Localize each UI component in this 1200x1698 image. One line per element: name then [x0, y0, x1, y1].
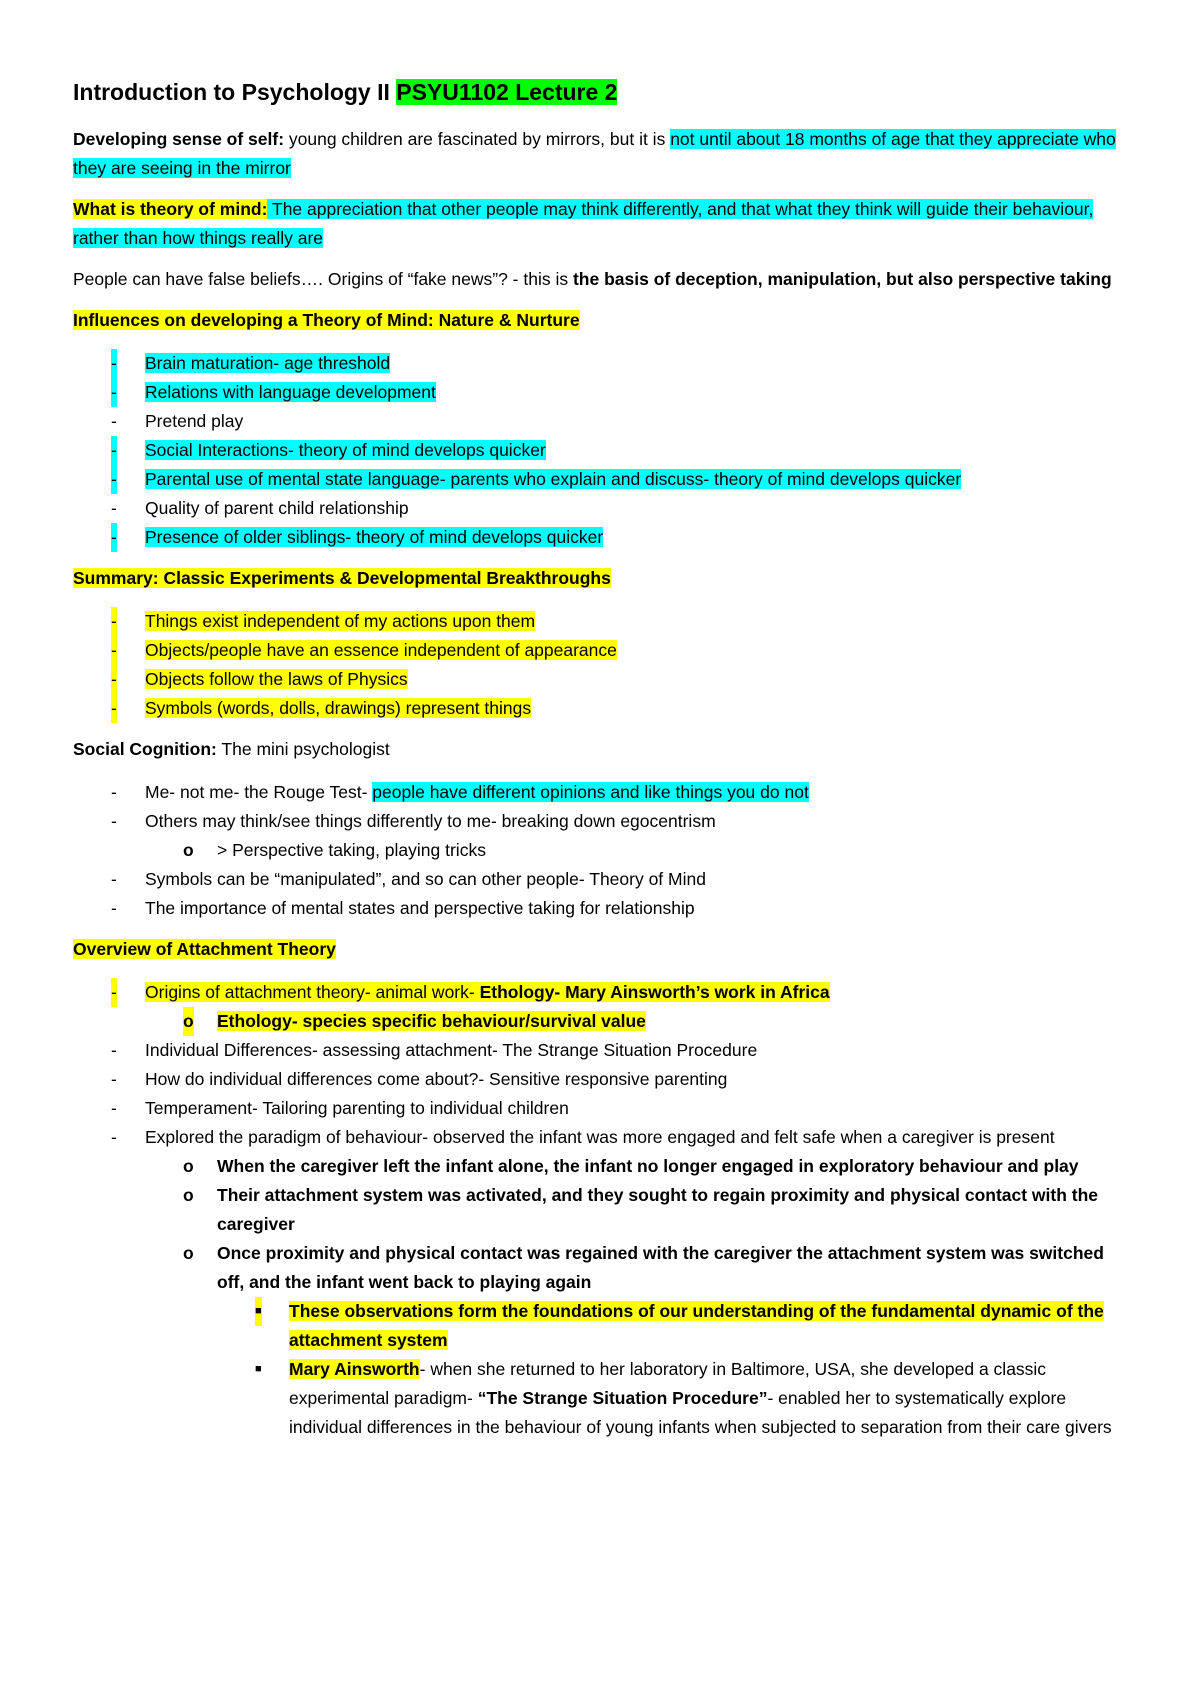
heading-summary-text: Summary: Classic Experiments & Developmental Breakthroughs: [73, 568, 611, 588]
list-item: [73, 607, 1133, 636]
list-item: [145, 1181, 1133, 1239]
list-item: [73, 1065, 1133, 1094]
circle-marker: o: [183, 1007, 194, 1036]
dash-marker: -: [111, 1040, 117, 1060]
social-item-relationship: The importance of mental states and perspective taking for relationship: [145, 898, 695, 918]
list-item: [73, 978, 1133, 1036]
dash-marker: -: [111, 978, 117, 1007]
list-item: [73, 807, 1133, 865]
paradigm-system-activated: Their attachment system was activated, and they sought to regain proximity and physical contact with the caregiver: [217, 1185, 1099, 1234]
attachment-individual-differences: Individual Differences- assessing attachment- The Strange Situation Procedure: [145, 1040, 758, 1060]
dash-marker: -: [111, 1127, 117, 1147]
paradigm-system-off: Once proximity and physical contact was regained with the caregiver the attachment system was switched off, and the infant went back to playing again: [217, 1243, 1104, 1292]
text-false-beliefs: People can have false beliefs…. Origins of “fake news”? - this is: [73, 269, 573, 289]
list-social-cognition: [73, 778, 1133, 923]
list-item: [73, 407, 1133, 436]
list-item: [73, 694, 1133, 723]
summary-item: Symbols (words, dolls, drawings) represent things: [145, 698, 532, 718]
attachment-parenting: How do individual differences come about?- Sensitive responsive parenting: [145, 1069, 728, 1089]
list-attachment: [73, 978, 1133, 1442]
dash-marker: -: [111, 607, 117, 636]
heading-attachment: [73, 935, 1133, 964]
dash-marker: -: [111, 694, 117, 723]
title-main: Introduction to Psychology II: [73, 79, 397, 105]
bold-deception: the basis of deception, manipulation, but also perspective taking: [572, 269, 1112, 289]
influence-quality: Quality of parent child relationship: [145, 498, 409, 518]
dash-marker: -: [111, 498, 117, 518]
ainsworth-text: - when she returned to her laboratory in Baltimore, USA, she developed a classic experimental paradigm-: [289, 1359, 1047, 1408]
list-item: [73, 865, 1133, 894]
circle-marker: o: [183, 1185, 194, 1205]
list-item: [145, 836, 1133, 865]
list-item: [73, 636, 1133, 665]
heading-summary: [73, 564, 1133, 593]
list-item: [145, 1239, 1133, 1442]
label-sense-of-self: Developing sense of self:: [73, 129, 285, 149]
sublist-observations: [217, 1297, 1133, 1442]
heading-influences: [73, 306, 1133, 335]
influence-language: Relations with language development: [145, 382, 436, 402]
paragraph-theory-of-mind: [73, 195, 1133, 253]
sublist-paradigm: [145, 1152, 1133, 1442]
dash-marker: -: [111, 869, 117, 889]
strange-situation-bold: “The Strange Situation Procedure”: [477, 1388, 768, 1408]
square-marker: ■: [255, 1363, 262, 1375]
social-item-rouge: Me- not me- the Rouge Test-: [145, 782, 373, 802]
social-subitem-perspective: > Perspective taking, playing tricks: [217, 840, 486, 860]
text-sense-of-self: young children are fascinated by mirrors, but it is: [284, 129, 671, 149]
course-code: PSYU1102 Lecture 2: [396, 79, 618, 105]
text-theory-of-mind: The appreciation that other people may think differently, and that what they think will guide their behaviour, rather than how things really are: [73, 199, 1094, 248]
list-item: [73, 1036, 1133, 1065]
dash-marker: -: [111, 636, 117, 665]
dash-marker: -: [111, 665, 117, 694]
influence-pretend-play: Pretend play: [145, 411, 244, 431]
attachment-paradigm: Explored the paradigm of behaviour- observed the infant was more engaged and felt safe when a caregiver is present: [145, 1127, 1055, 1147]
attachment-ethology: Ethology- species specific behaviour/survival value: [217, 1011, 646, 1031]
list-item: [145, 1152, 1133, 1181]
dash-marker: -: [111, 782, 117, 802]
sublist-ethology: [145, 1007, 1133, 1036]
circle-marker: o: [183, 1156, 194, 1176]
list-item: [145, 1007, 1133, 1036]
social-item-egocentrism: Others may think/see things differently to me- breaking down egocentrism: [145, 811, 716, 831]
heading-influences-text: Influences on developing a Theory of Mind: Nature & Nurture: [73, 310, 580, 330]
list-summary: [73, 607, 1133, 723]
attachment-temperament: Temperament- Tailoring parenting to individual children: [145, 1098, 569, 1118]
influence-siblings: Presence of older siblings- theory of mind develops quicker: [145, 527, 604, 547]
label-theory-of-mind: What is theory of mind:: [73, 199, 268, 219]
highlight-opinions: people have different opinions and like things you do not: [372, 782, 809, 802]
summary-item: Objects/people have an essence independent of appearance: [145, 640, 617, 660]
square-marker: ■: [255, 1297, 262, 1326]
paragraph-sense-of-self: [73, 125, 1133, 183]
circle-marker: o: [183, 1243, 194, 1263]
list-item: [73, 436, 1133, 465]
dash-marker: -: [111, 811, 117, 831]
dash-marker: -: [111, 1098, 117, 1118]
list-item: [73, 349, 1133, 378]
summary-item: Objects follow the laws of Physics: [145, 669, 408, 689]
observations-foundation: These observations form the foundations of our understanding of the fundamental dynamic of the attachment system: [289, 1301, 1104, 1350]
list-item: [73, 523, 1133, 552]
list-item: [217, 1355, 1133, 1442]
list-item: [73, 494, 1133, 523]
dash-marker: -: [111, 465, 117, 494]
list-item: [73, 778, 1133, 807]
list-item: [73, 1123, 1133, 1442]
list-item: [73, 665, 1133, 694]
page-title: [73, 72, 1133, 112]
dash-marker: -: [111, 349, 117, 378]
heading-social-cognition: [73, 735, 1133, 764]
influence-brain: Brain maturation- age threshold: [145, 353, 391, 373]
list-item: [217, 1297, 1133, 1355]
attachment-origins: [145, 982, 830, 1002]
sublist-perspective: [145, 836, 1133, 865]
highlight-18-months: not until about 18 months of age that they appreciate who they are seeing in the mirror: [73, 129, 1116, 178]
attachment-origins-text: Origins of attachment theory- animal work-: [145, 982, 480, 1002]
attachment-origins-bold: Ethology- Mary Ainsworth’s work in Africa: [479, 982, 830, 1002]
list-item: [73, 1094, 1133, 1123]
list-item: [73, 465, 1133, 494]
dash-marker: -: [111, 898, 117, 918]
label-social-cognition: Social Cognition:: [73, 739, 217, 759]
social-item-symbols: Symbols can be “manipulated”, and so can other people- Theory of Mind: [145, 869, 706, 889]
list-item: [73, 378, 1133, 407]
paragraph-false-beliefs: [73, 265, 1133, 294]
list-item: [73, 894, 1133, 923]
document-body: [73, 72, 1133, 1454]
dash-marker: -: [111, 378, 117, 407]
influence-social: Social Interactions- theory of mind develops quicker: [145, 440, 546, 460]
dash-marker: -: [111, 1069, 117, 1089]
influence-parental: Parental use of mental state language- parents who explain and discuss- theory of mind develops quicker: [145, 469, 962, 489]
dash-marker: -: [111, 411, 117, 431]
ainsworth-text-end: - enabled her to systematically explore individual differences in the behaviour of young infants when subjected to separation from their care givers: [289, 1388, 1112, 1437]
paradigm-caregiver-left: When the caregiver left the infant alone, the infant no longer engaged in exploratory behaviour and play: [217, 1156, 1079, 1176]
ainsworth-name: Mary Ainsworth: [289, 1359, 420, 1379]
circle-marker: o: [183, 840, 194, 860]
dash-marker: -: [111, 523, 117, 552]
heading-attachment-text: Overview of Attachment Theory: [73, 939, 336, 959]
dash-marker: -: [111, 436, 117, 465]
text-social-cognition: The mini psychologist: [216, 739, 390, 759]
summary-item: Things exist independent of my actions upon them: [145, 611, 536, 631]
list-influences: [73, 349, 1133, 552]
